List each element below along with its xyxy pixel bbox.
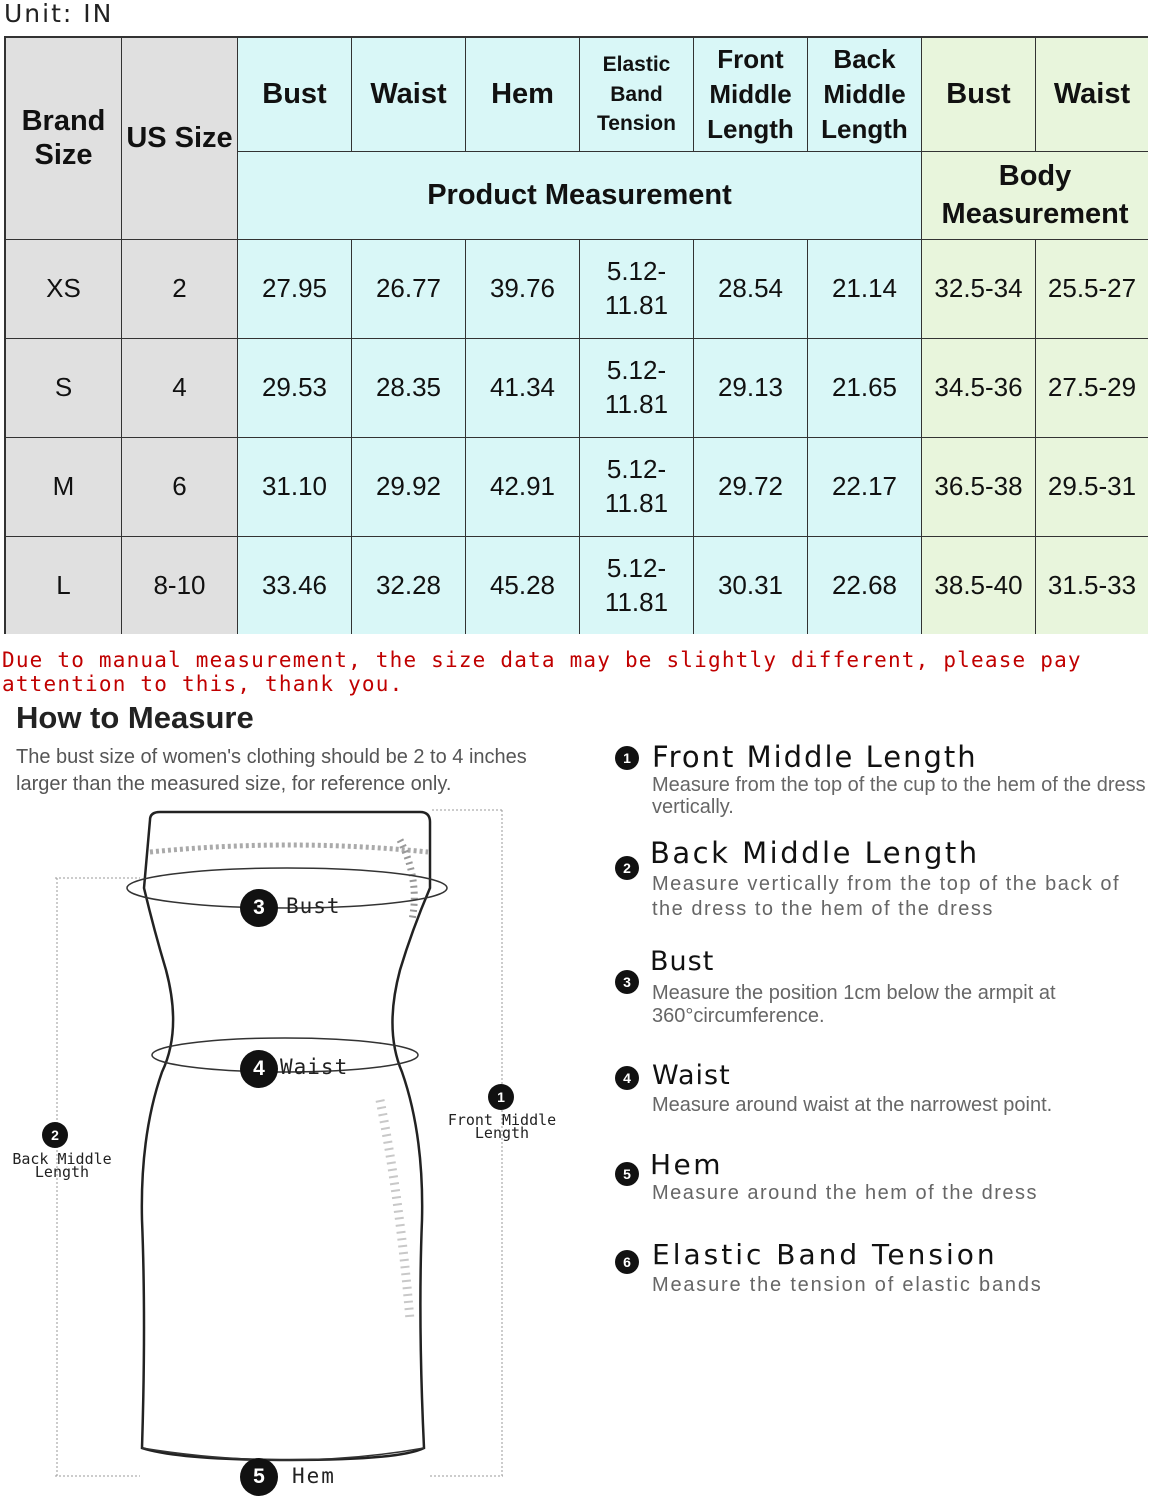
table-cell-bust: 27.95 [238,240,352,339]
table-cell-brand: M [6,438,122,537]
step-title: Elastic Band Tension [652,1238,998,1271]
waist-label: Waist [280,1055,349,1079]
table-cell-elastic: 5.12-11.81 [580,339,694,438]
table-cell-bust: 31.10 [238,438,352,537]
step-title: Back Middle Length [650,836,980,870]
front-middle-length-label [440,1111,564,1142]
step-title: Hem [650,1148,724,1181]
table-cell-us: 4 [122,339,238,438]
table-cell-waist: 29.92 [352,438,466,537]
how-to-measure-title: How to Measure [16,700,254,735]
table-cell-body-waist: 31.5-33 [1036,537,1148,634]
table-cell-hem: 42.91 [466,438,580,537]
product-measurement-header: Product Measurement [238,152,922,240]
table-cell-hem: 41.34 [466,339,580,438]
brand-size-header: Brand Size [6,38,122,240]
step-number-badge: 4 [615,1066,639,1090]
col-header-body-waist: Waist [1036,38,1148,152]
table-cell-body-bust: 32.5-34 [922,240,1036,339]
dress-measurement-diagram [0,800,600,1500]
table-cell-us: 6 [122,438,238,537]
table-cell-us: 2 [122,240,238,339]
step-number-badge: 5 [615,1162,639,1186]
step-description: Measure from the top of the cup to the hem of the dress vertically. [652,774,1146,818]
front-label-line-2: Length [474,1124,530,1142]
front-middle-length-badge: 1 [488,1084,514,1110]
bust-label: Bust [286,894,341,918]
table-cell-elastic: 5.12-11.81 [580,240,694,339]
back-middle-length-label [0,1150,124,1181]
table-cell-brand: S [6,339,122,438]
step-description: Measure the tension of elastic bands [652,1274,1043,1296]
table-cell-body-bust: 36.5-38 [922,438,1036,537]
col-header-waist: Waist [352,38,466,152]
how-to-measure-description: The bust size of women's clothing should be 2 to 4 inches larger than the measured size, for reference only. [16,746,527,795]
us-size-header: US Size [122,38,238,240]
waist-badge: 4 [240,1050,278,1088]
table-cell-body-waist: 25.5-27 [1036,240,1148,339]
measurement-notice: Due to manual measurement, the size data may be slightly different, please pay attention to this, thank you. [2,648,1082,696]
table-cell-us: 8-10 [122,537,238,634]
table-cell-elastic: 5.12-11.81 [580,537,694,634]
step-description: Measure the position 1cm below the armpit at 360°circumference. [652,982,1056,1027]
table-cell-body-bust: 34.5-36 [922,339,1036,438]
table-cell-waist: 32.28 [352,537,466,634]
table-cell-bust: 33.46 [238,537,352,634]
step-title: Front Middle Length [652,740,978,774]
col-header-front-middle-length: Front Middle Length [694,38,808,152]
table-cell-hem: 45.28 [466,537,580,634]
col-header-bust: Bust [238,38,352,152]
table-cell-body-bust: 38.5-40 [922,537,1036,634]
table-cell-waist: 26.77 [352,240,466,339]
table-cell-back: 22.17 [808,438,922,537]
table-cell-waist: 28.35 [352,339,466,438]
table-cell-body-waist: 29.5-31 [1036,438,1148,537]
table-cell-back: 21.65 [808,339,922,438]
col-header-hem: Hem [466,38,580,152]
step-description: Measure around waist at the narrowest point. [652,1094,1053,1116]
step-number-badge: 3 [615,970,639,994]
bust-badge: 3 [240,889,278,927]
col-header-body-bust: Bust [922,38,1036,152]
body-measurement-header: Body Measurement [922,152,1148,240]
table-cell-front: 28.54 [694,240,808,339]
col-header-elastic-band-tension: Elastic Band Tension [580,38,694,152]
size-chart-table [4,36,1148,634]
back-label-line-2: Length [34,1163,90,1181]
step-number-badge: 1 [615,746,639,770]
back-middle-length-badge: 2 [42,1122,68,1148]
table-cell-hem: 39.76 [466,240,580,339]
front-label-line-1: Front Middle [447,1111,557,1129]
col-header-back-middle-length: Back Middle Length [808,38,922,152]
step-number-badge: 6 [615,1250,639,1274]
back-label-line-1: Back Middle [12,1150,112,1168]
hem-label: Hem [292,1464,336,1488]
table-cell-front: 30.31 [694,537,808,634]
table-cell-elastic: 5.12-11.81 [580,438,694,537]
table-cell-front: 29.72 [694,438,808,537]
step-title: Waist [652,1060,731,1091]
table-cell-back: 21.14 [808,240,922,339]
table-cell-back: 22.68 [808,537,922,634]
step-number-badge: 2 [615,856,639,880]
step-description: Measure around the hem of the dress [652,1182,1039,1204]
unit-label: Unit: IN [4,0,114,28]
step-description: Measure vertically from the top of the back of the dress to the hem of the dress [652,873,1121,920]
table-cell-brand: XS [6,240,122,339]
step-title: Bust [650,946,715,977]
table-cell-bust: 29.53 [238,339,352,438]
hem-badge: 5 [240,1458,278,1496]
table-cell-body-waist: 27.5-29 [1036,339,1148,438]
table-cell-brand: L [6,537,122,634]
table-cell-front: 29.13 [694,339,808,438]
